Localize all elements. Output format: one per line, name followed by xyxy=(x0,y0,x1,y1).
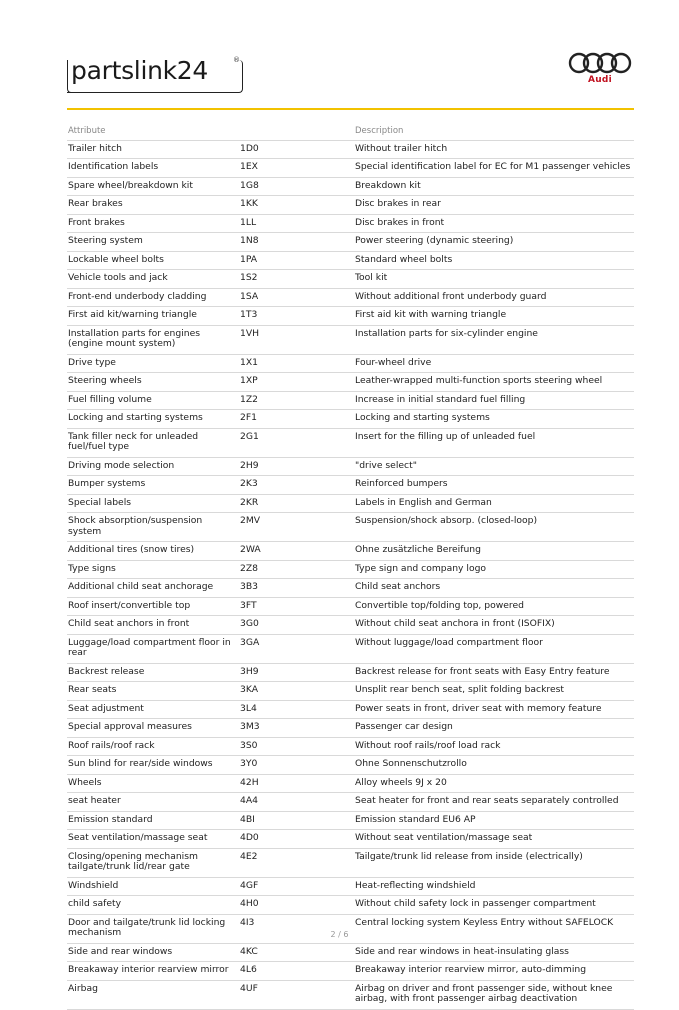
attribute-cell: Drive type xyxy=(68,356,116,368)
attribute-cell: Luggage/load compartment floor in rear xyxy=(68,636,231,658)
attribute-cell: Wheels xyxy=(68,776,102,788)
code-cell: 4I3 xyxy=(240,916,255,928)
code-cell: 1X1 xyxy=(240,356,258,368)
attribute-cell: Door and tailgate/trunk lid locking mechanism xyxy=(68,916,226,938)
attribute-cell: Identification labels xyxy=(68,161,159,172)
attribute-cell: Side and rear windows xyxy=(68,945,173,957)
code-cell: 1PA xyxy=(240,253,258,265)
table-row xyxy=(67,701,634,720)
table-row xyxy=(67,289,634,308)
table-row xyxy=(67,495,634,514)
attribute-cell: Driving mode selection xyxy=(68,459,175,471)
table-row xyxy=(67,476,634,495)
code-cell: 2Z8 xyxy=(240,562,258,574)
description-cell: Locking and starting systems xyxy=(355,412,490,423)
attribute-cell: Additional child seat anchorage xyxy=(68,581,214,592)
attribute-cell: Seat adjustment xyxy=(68,702,144,714)
description-cell: Seat heater for front and rear seats separately controlled xyxy=(355,795,619,806)
table-row xyxy=(67,326,634,355)
description-cell: Without additional front underbody guard xyxy=(355,290,547,302)
code-cell: 4E2 xyxy=(240,850,258,862)
attribute-cell: Spare wheel/breakdown kit xyxy=(68,179,193,191)
code-cell: 1LL xyxy=(240,216,257,228)
attribute-cell: Emission standard xyxy=(68,813,153,825)
attribute-cell: child safety xyxy=(68,898,122,909)
table-row xyxy=(67,849,634,878)
description-cell: Unsplit rear bench seat, split folding backrest xyxy=(355,684,565,695)
code-cell: 1N8 xyxy=(240,235,259,246)
code-cell: 1D0 xyxy=(240,142,259,154)
description-cell: Heat-reflecting windshield xyxy=(355,879,476,891)
table-row xyxy=(67,196,634,215)
code-cell: 2KR xyxy=(240,496,259,508)
table-row xyxy=(67,896,634,915)
column-header-code xyxy=(240,126,355,137)
description-cell: Standard wheel bolts xyxy=(355,253,453,265)
code-cell: 3GA xyxy=(240,636,260,648)
table-row xyxy=(67,373,634,392)
table-row xyxy=(67,392,634,411)
code-cell: 4BI xyxy=(240,813,255,825)
table-row xyxy=(67,233,634,252)
code-cell: 4A4 xyxy=(240,795,258,806)
attribute-cell: Fuel filling volume xyxy=(68,393,152,405)
attribute-cell: Closing/opening mechanism tailgate/trunk lid/rear gate xyxy=(68,850,198,872)
description-cell: Side and rear windows in heat-insulating glass xyxy=(355,945,569,957)
code-cell: 3G0 xyxy=(240,618,259,629)
code-cell: 1SA xyxy=(240,290,259,302)
attribute-cell: Front-end underbody cladding xyxy=(68,290,207,302)
description-cell: Leather-wrapped multi-function sports steering wheel xyxy=(355,375,603,386)
table-row xyxy=(67,962,634,981)
table-row xyxy=(67,579,634,598)
description-cell: Power seats in front, driver seat with memory feature xyxy=(355,702,602,714)
description-cell: Four-wheel drive xyxy=(355,356,432,368)
attribute-cell: Steering wheels xyxy=(68,375,142,386)
description-cell: Labels in English and German xyxy=(355,496,492,508)
table-row xyxy=(67,719,634,738)
table-row xyxy=(67,215,634,234)
code-cell: 3S0 xyxy=(240,739,258,751)
column-header-description: Description xyxy=(355,126,404,136)
header-divider xyxy=(67,108,634,110)
table-row xyxy=(67,738,634,757)
attribute-cell: Type signs xyxy=(68,562,116,574)
description-cell: Disc brakes in front xyxy=(355,216,445,228)
table-header xyxy=(67,123,634,141)
table-row xyxy=(67,159,634,178)
code-cell: 2K3 xyxy=(240,478,258,489)
code-cell: 42H xyxy=(240,776,259,788)
description-cell: Type sign and company logo xyxy=(355,562,487,574)
attribute-cell: Rear brakes xyxy=(68,198,123,209)
attribute-cell: Roof insert/convertible top xyxy=(68,599,191,611)
description-cell: Breakdown kit xyxy=(355,179,421,191)
table-row xyxy=(67,635,634,664)
table-row xyxy=(67,878,634,897)
page-number: 2 / 6 xyxy=(330,930,349,939)
attribute-cell: Locking and starting systems xyxy=(68,412,203,423)
attribute-cell: Shock absorption/suspension system xyxy=(68,515,203,537)
table-row xyxy=(67,830,634,849)
code-cell: 3H9 xyxy=(240,665,259,677)
table-row xyxy=(67,598,634,617)
table-row xyxy=(67,944,634,963)
attribute-cell: Steering system xyxy=(68,235,143,246)
code-cell: 2H9 xyxy=(240,459,259,471)
attribute-cell: Windshield xyxy=(68,879,119,891)
code-cell: 4KC xyxy=(240,945,258,957)
audi-brand xyxy=(565,52,635,85)
description-cell: Without child safety lock in passenger compartment xyxy=(355,898,596,909)
code-cell: 3FT xyxy=(240,599,257,611)
table-row xyxy=(67,682,634,701)
description-cell: Installation parts for six-cylinder engine xyxy=(355,327,538,339)
code-cell: 2G1 xyxy=(240,430,259,442)
logo-text: partslink24 xyxy=(71,56,209,85)
table-row xyxy=(67,915,634,944)
table-row xyxy=(67,141,634,160)
attribute-cell: Backrest release xyxy=(68,665,145,677)
attribute-cell: Sun blind for rear/side windows xyxy=(68,758,213,769)
attribute-cell: Tank filler neck for unleaded fuel/fuel type xyxy=(68,430,199,452)
code-cell: 1G8 xyxy=(240,179,259,191)
attribute-cell: First aid kit/warning triangle xyxy=(68,309,197,320)
description-cell: Child seat anchors xyxy=(355,581,441,592)
logo-registered-mark: ® xyxy=(233,56,240,64)
table-row xyxy=(67,355,634,374)
table-row xyxy=(67,513,634,542)
code-cell: 4GF xyxy=(240,879,259,891)
table-row xyxy=(67,664,634,683)
description-cell: Without roof rails/roof load rack xyxy=(355,739,501,751)
description-cell: Tailgate/trunk lid release from inside (electrically) xyxy=(355,850,583,862)
attribute-cell: seat heater xyxy=(68,795,121,806)
table-row xyxy=(67,542,634,561)
code-cell: 4H0 xyxy=(240,898,259,909)
attribute-cell: Special labels xyxy=(68,496,132,508)
table-row xyxy=(67,458,634,477)
audi-rings-icon xyxy=(568,52,632,74)
code-cell: 1VH xyxy=(240,327,260,339)
attribute-cell: Trailer hitch xyxy=(68,142,122,154)
table-row xyxy=(67,561,634,580)
code-cell: 2F1 xyxy=(240,412,257,423)
code-cell: 3L4 xyxy=(240,702,257,714)
attribute-cell: Bumper systems xyxy=(68,478,146,489)
code-cell: 4D0 xyxy=(240,832,259,843)
attribute-cell: Special approval measures xyxy=(68,721,192,732)
description-cell: Special identification label for EC for M1 passenger vehicles xyxy=(355,161,631,172)
table-row xyxy=(67,775,634,794)
description-cell: Without seat ventilation/massage seat xyxy=(355,832,533,843)
table-row xyxy=(67,793,634,812)
description-cell: Power steering (dynamic steering) xyxy=(355,235,514,246)
table-body xyxy=(67,141,634,1010)
description-cell: Alloy wheels 9J x 20 xyxy=(355,776,447,788)
table-row xyxy=(67,616,634,635)
description-cell: Airbag on driver and front passenger side, without knee airbag, with front passenger airbag deactivation xyxy=(355,982,613,1004)
description-cell: First aid kit with warning triangle xyxy=(355,309,507,320)
code-cell: 1KK xyxy=(240,198,258,209)
description-cell: Suspension/shock absorp. (closed-loop) xyxy=(355,515,538,526)
attribute-cell: Roof rails/roof rack xyxy=(68,739,155,751)
code-cell: 3M3 xyxy=(240,721,260,732)
table-row xyxy=(67,812,634,831)
description-cell: Ohne Sonnenschutzrollo xyxy=(355,758,467,769)
table-row xyxy=(67,981,634,1010)
description-cell: Passenger car design xyxy=(355,721,453,732)
attribute-cell: Installation parts for engines (engine mount system) xyxy=(68,327,201,349)
description-cell: Without luggage/load compartment floor xyxy=(355,636,543,648)
description-cell: Disc brakes in rear xyxy=(355,198,441,209)
description-cell: Breakaway interior rearview mirror, auto-dimming xyxy=(355,964,587,975)
attribute-cell: Airbag xyxy=(68,982,98,994)
description-cell: Insert for the filling up of unleaded fuel xyxy=(355,430,536,442)
attribute-cell: Breakaway interior rearview mirror xyxy=(68,964,229,975)
code-cell: 1EX xyxy=(240,161,258,172)
table-row xyxy=(67,756,634,775)
description-cell: "drive select" xyxy=(355,459,417,471)
table-row xyxy=(67,307,634,326)
attribute-table xyxy=(67,123,634,1010)
code-cell: 1XP xyxy=(240,375,258,386)
description-cell: Without child seat anchora in front (ISOFIX) xyxy=(355,618,555,629)
description-cell: Emission standard EU6 AP xyxy=(355,813,476,825)
description-cell: Convertible top/folding top, powered xyxy=(355,599,524,611)
description-cell: Without trailer hitch xyxy=(355,142,448,154)
code-cell: 2WA xyxy=(240,544,261,555)
description-cell: Central locking system Keyless Entry without SAFELOCK xyxy=(355,916,614,928)
table-row xyxy=(67,252,634,271)
table-row xyxy=(67,270,634,289)
code-cell: 2MV xyxy=(240,515,261,526)
attribute-cell: Front brakes xyxy=(68,216,125,228)
code-cell: 1T3 xyxy=(240,309,258,320)
column-header-attribute: Attribute xyxy=(68,126,106,136)
code-cell: 4L6 xyxy=(240,964,257,975)
description-cell: Backrest release for front seats with Easy Entry feature xyxy=(355,665,610,677)
attribute-cell: Seat ventilation/massage seat xyxy=(68,832,208,843)
code-cell: 3KA xyxy=(240,684,258,695)
partslink24-logo xyxy=(67,56,245,96)
description-cell: Increase in initial standard fuel filling xyxy=(355,393,526,405)
table-row xyxy=(67,178,634,197)
attribute-cell: Vehicle tools and jack xyxy=(68,272,168,283)
description-cell: Tool kit xyxy=(355,272,388,283)
code-cell: 1S2 xyxy=(240,272,258,283)
code-cell: 3B3 xyxy=(240,581,258,592)
code-cell: 4UF xyxy=(240,982,258,994)
table-row xyxy=(67,410,634,429)
attribute-cell: Child seat anchors in front xyxy=(68,618,190,629)
description-cell: Reinforced bumpers xyxy=(355,478,448,489)
brand-name: Audi xyxy=(587,75,613,85)
attribute-cell: Rear seats xyxy=(68,684,117,695)
code-cell: 1Z2 xyxy=(240,393,258,405)
table-row xyxy=(67,429,634,458)
description-cell: Ohne zusätzliche Bereifung xyxy=(355,544,481,555)
attribute-cell: Additional tires (snow tires) xyxy=(68,544,195,555)
code-cell: 3Y0 xyxy=(240,758,258,769)
attribute-cell: Lockable wheel bolts xyxy=(68,253,164,265)
